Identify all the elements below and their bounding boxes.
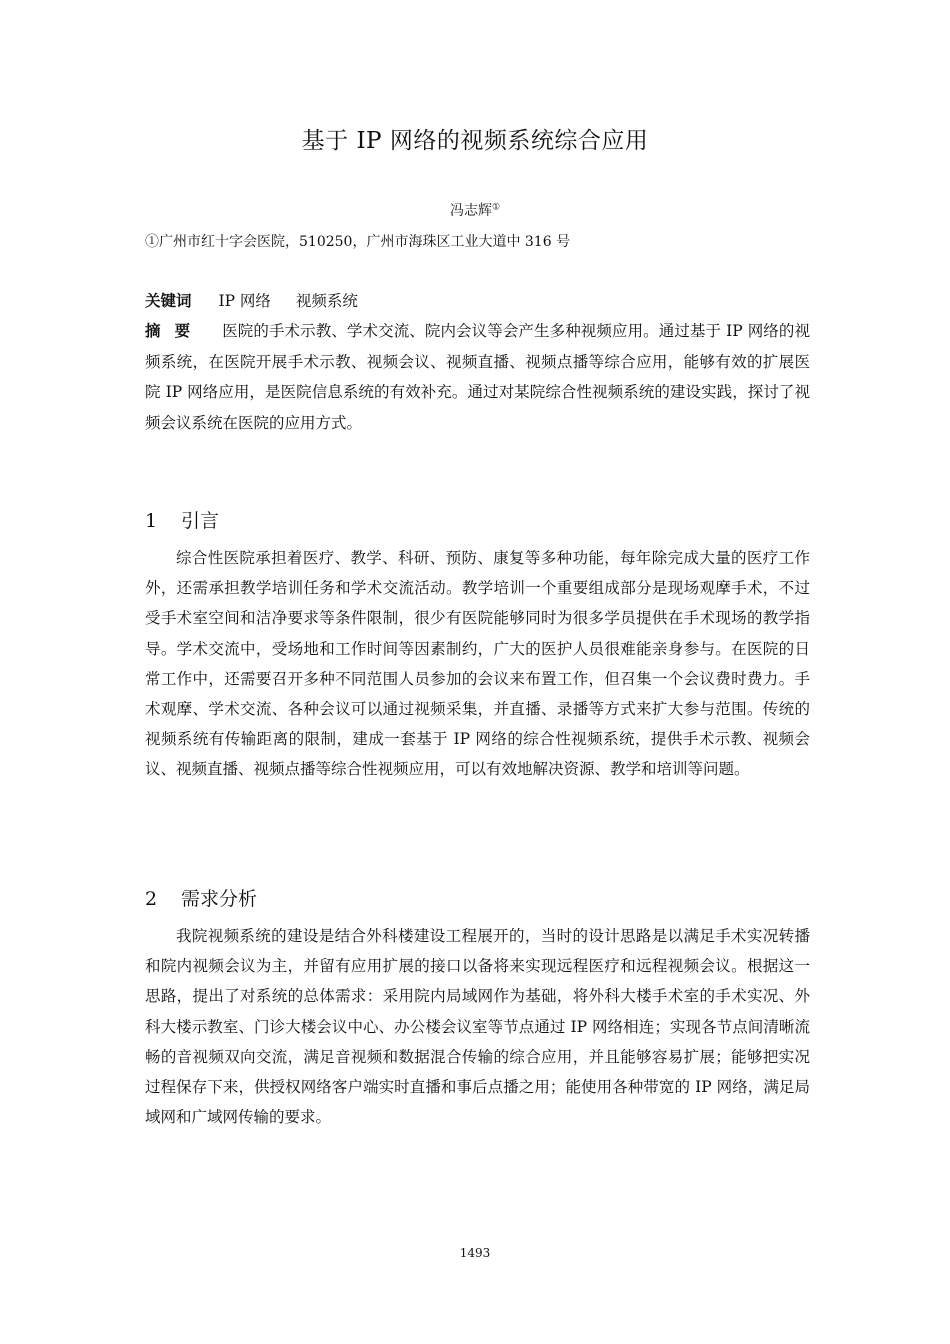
section-number: 1 [145,510,158,532]
affiliation: ①广州市红十字会医院，510250，广州市海珠区工业大道中 316 号 [145,234,571,250]
section-title: 引言 [181,510,220,532]
author-name: 冯志辉 [449,203,492,219]
author-footnote-mark: ① [491,202,501,213]
author-line [0,200,950,220]
keyword-item: IP 网络 [218,292,271,310]
page-number: 1493 [459,1246,491,1260]
section-heading-introduction [145,506,219,533]
section-number: 2 [145,888,158,910]
keywords-line [145,289,825,311]
section-paragraph: 我院视频系统的建设是结合外科楼建设工程展开的，当时的设计思路是以满足手术实况转播和院内视频会议为主，并留有应用扩展的接口以备将来实现远程医疗和远程视频会议。根据这一思路，提出了对系统的总体需求：采用院内局域网作为基础，将外科大楼手术室的手术实况、外科大楼示教室、门诊大楼会议中心、办公楼会议室等节点通过 IP 网络相连；实现各节点间清晰流畅的音视频双向交流，满足音视频和数据混合传输的综合应用，并且能够容易扩展；能够把实况过程保存下来，供授权网络客户端实时直播和事后点播之用；能使用各种带宽的 IP 网络，满足局域网和广域网传输的要求。 [145,927,810,1127]
section-paragraph: 综合性医院承担着医疗、教学、科研、预防、康复等多种功能，每年除完成大量的医疗工作外，还需承担教学培训任务和学术交流活动。教学培训一个重要组成部分是现场观摩手术，不过受手术室空间和洁净要求等条件限制，很少有医院能够同时为很多学员提供在手术现场的教学指导。学术交流中，受场地和工作时间等因素制约，广大的医护人员很难能亲身参与。在医院的日常工作中，还需要召开多种不同范围人员参加的会议来布置工作，但召集一个会议费时费力。手术观摩、学术交流、各种会议可以通过视频采集，并直播、录播等方式来扩大参与范围。传统的视频系统有传输距离的限制，建成一套基于 IP 网络的综合性视频系统，提供手术示教、视频会议、视频直播、视频点播等综合性视频应用，可以有效地解决资源、教学和培训等问题。 [145,549,810,779]
keywords-label: 关键词 [145,291,192,310]
abstract-text: 医院的手术示教、学术交流、院内会议等会产生多种视频应用。通过基于 IP 网络的视频系统，在医院开展手术示教、视频会议、视频直播、视频点播等综合应用，能够有效的扩展医院 IP 网络应用，是医院信息系统的有效补充。通过对某院综合性视频系统的建设实践，探讨了视频会议系统在医院的应用方式。 [145,322,810,432]
section-heading-requirements [145,884,257,911]
paper-title: 基于 IP 网络的视频系统综合应用 [301,128,649,154]
abstract-label: 摘要 [145,321,205,340]
keyword-item: 视频系统 [295,292,358,310]
section-title: 需求分析 [181,888,258,910]
abstract [145,316,810,438]
